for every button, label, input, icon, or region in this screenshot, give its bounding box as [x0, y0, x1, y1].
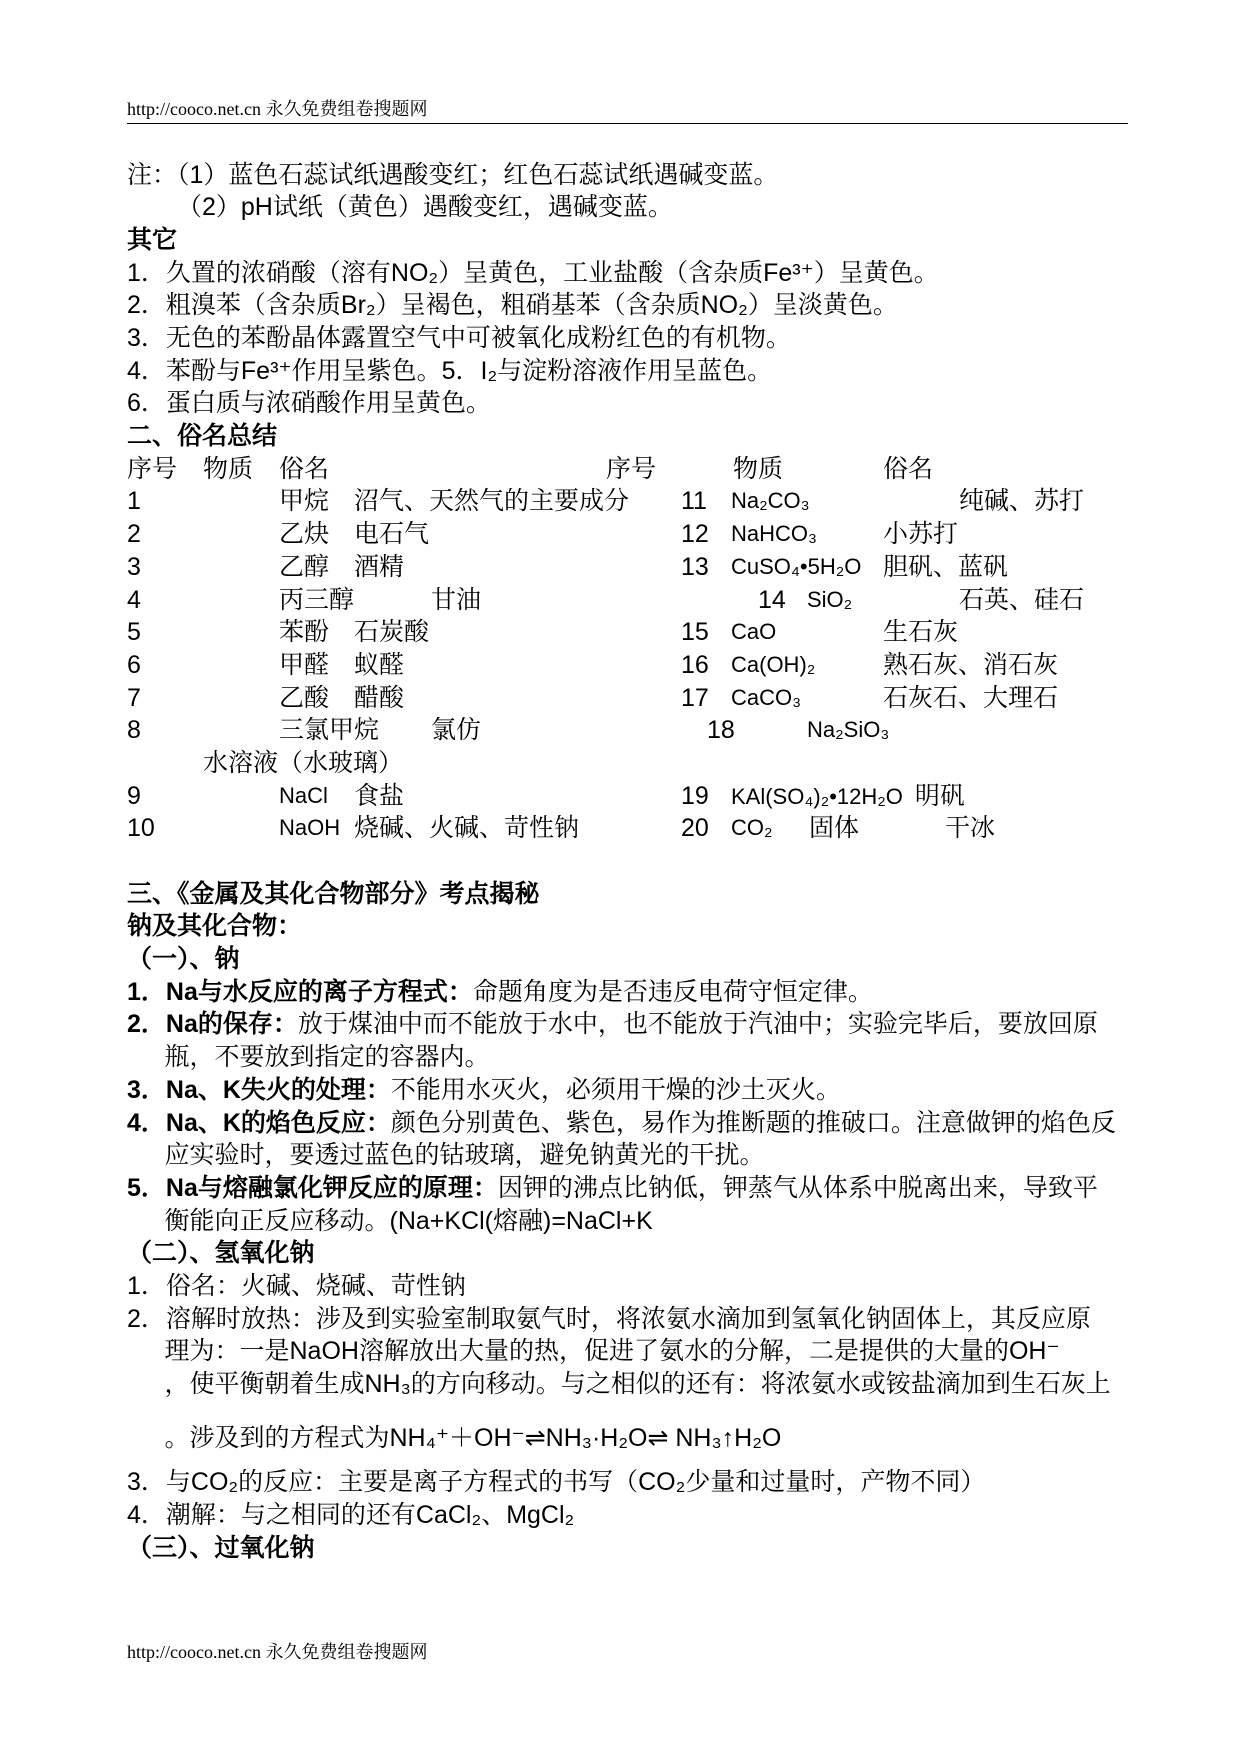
- list-item: [127, 1172, 1127, 1205]
- item-label: Na的保存：: [165, 1010, 298, 1039]
- item-number: 3．: [127, 1075, 166, 1104]
- row-number: 20: [681, 814, 709, 843]
- list-item: 3．无色的苯酚晶体露置空气中可被氧化成粉红色的有机物。: [127, 324, 791, 353]
- subsection-heading: （一）、钠: [127, 945, 240, 974]
- common-name-cell: 小苏打: [883, 520, 959, 549]
- table-header-cell: 物质: [733, 454, 784, 483]
- substance-cell: 甲烷: [279, 487, 330, 516]
- item-continuation: 理为：一是NaOH溶解放出大量的热，促进了氨水的分解，二是提供的大量的OH⁻: [164, 1337, 1060, 1366]
- item-text: 涉及到实验室制取氨气时，将浓氨水滴加到氢氧化钠固体上，其反应原: [315, 1304, 1091, 1333]
- item-text: 火碱、烧碱、苛性钠: [240, 1271, 466, 1300]
- item-label: 溶解时放热：: [165, 1304, 316, 1333]
- common-name-cell: 氯仿: [431, 716, 482, 745]
- table-row: [127, 682, 1127, 715]
- state-cell: 固体: [809, 814, 860, 843]
- item-label: Na与熔融氯化钾反应的原理：: [165, 1173, 498, 1202]
- common-name-cell: 水溶液（水玻璃）: [203, 748, 404, 777]
- table-header-cell: 序号: [127, 454, 178, 483]
- row-number: 8: [127, 716, 141, 745]
- item-text: 命题角度为是否违反电荷守恒定律。: [472, 977, 873, 1006]
- table-row: [127, 649, 1127, 682]
- substance-cell: 乙炔: [279, 520, 330, 549]
- row-number: 10: [127, 814, 155, 843]
- table-row: [127, 616, 1127, 649]
- item-number: 2．: [127, 1304, 166, 1333]
- item-continuation: ，使平衡朝着生成NH₃的方向移动。与之相似的还有：将浓氨水或铵盐滴加到生石灰上: [164, 1370, 1111, 1399]
- common-name-cell: 醋酸: [354, 683, 405, 712]
- common-name-cell: 电石气: [354, 520, 430, 549]
- row-number: 16: [681, 650, 709, 679]
- row-number: 17: [681, 683, 709, 712]
- substance-cell: 苯酚: [279, 618, 330, 647]
- formula-cell: Na₂CO₃: [731, 488, 810, 514]
- list-item: [127, 1466, 1127, 1499]
- formula-cell: Ca(OH)₂: [731, 651, 816, 677]
- item-continuation: 应实验时，要透过蓝色的钴玻璃，避免钠黄光的干扰。: [164, 1141, 765, 1170]
- table-row-continuation: [127, 747, 1127, 780]
- common-name-cell: 蚁醛: [354, 650, 405, 679]
- table-header-cell: 序号: [606, 454, 657, 483]
- item-text: 与之相同的还有CaCl₂、MgCl₂: [240, 1501, 575, 1530]
- row-number: 19: [681, 781, 709, 810]
- row-number: 9: [127, 781, 141, 810]
- substance-cell: NaCl: [279, 782, 328, 808]
- formula-with-name: [731, 780, 965, 814]
- item-continuation: 瓶，不要放到指定的容器内。: [164, 1043, 490, 1072]
- formula-cell: CO₂: [731, 815, 773, 841]
- item-number: 3．: [127, 1468, 166, 1497]
- table-row: [127, 812, 1127, 845]
- item-label: Na与水反应的离子方程式：: [165, 977, 473, 1006]
- common-name-cell: 生石灰: [883, 618, 959, 647]
- subsection-heading: （三）、过氧化钠: [127, 1533, 315, 1562]
- subsection-heading: （二）、氢氧化钠: [127, 1239, 315, 1268]
- table-row: [127, 780, 1127, 813]
- formula-cell: Na₂SiO₃: [807, 717, 890, 743]
- item-label: Na、K的焰色反应：: [165, 1108, 391, 1137]
- section-heading: 其它: [127, 225, 178, 254]
- page-body: [127, 159, 1127, 1565]
- item-text: 颜色分别黄色、紫色，易作为推断题的推破口。注意做钾的焰色反: [390, 1108, 1116, 1137]
- formula-cell: CaCO₃: [731, 684, 802, 710]
- list-item: [127, 1107, 1127, 1140]
- substance-cell: 三氯甲烷: [279, 716, 380, 745]
- list-item: [127, 1270, 1127, 1303]
- list-item: 6．蛋白质与浓硝酸作用呈黄色。: [127, 389, 491, 418]
- common-name-cell: 酒精: [354, 552, 405, 581]
- common-name-cell: 石灰石、大理石: [883, 683, 1059, 712]
- item-number: 1．: [127, 977, 166, 1006]
- list-item: [127, 1499, 1127, 1532]
- row-number: 3: [127, 552, 141, 581]
- common-name-cell: 食盐: [354, 781, 405, 810]
- common-name-cell: 沼气、天然气的主要成分: [354, 487, 630, 516]
- common-name-cell: 干冰: [945, 814, 996, 843]
- formula-cell: CaO: [731, 619, 777, 645]
- table-row: [127, 714, 1127, 747]
- formula-cell: KAl(SO₄)₂•12H₂O: [731, 783, 903, 809]
- list-item: [127, 1303, 1127, 1336]
- substance-cell: 乙酸: [279, 683, 330, 712]
- row-number: 2: [127, 520, 141, 549]
- list-item: [127, 1074, 1127, 1107]
- common-name-cell: 明矾: [914, 781, 965, 810]
- common-name-cell: 熟石灰、消石灰: [883, 650, 1059, 679]
- substance-cell: 丙三醇: [279, 585, 355, 614]
- page-footer: http://cooco.net.cn 永久免费组卷搜题网: [127, 1642, 428, 1662]
- equation-line: 。涉及到的方程式为NH₄⁺＋OH⁻⇌NH₃·H₂O⇌ NH₃↑H₂O: [164, 1423, 782, 1452]
- table-header-cell: 物质: [203, 454, 254, 483]
- note-line: （2）pH试纸（黄色）遇酸变红，遇碱变蓝。: [177, 193, 673, 222]
- table-row: [127, 551, 1127, 584]
- table-row: [127, 485, 1127, 518]
- item-label: 俗名：: [165, 1271, 241, 1300]
- table-header-row: [127, 453, 1127, 486]
- list-item: 1．久置的浓硝酸（溶有NO₂）呈黄色，工业盐酸（含杂质Fe³⁺）呈黄色。: [127, 258, 939, 287]
- common-name-cell: 石英、硅石: [959, 585, 1085, 614]
- section-heading: 三、《金属及其化合物部分》考点揭秘: [127, 879, 540, 908]
- item-label: 与CO₂的反应：: [165, 1468, 339, 1497]
- item-text: 主要是离子方程式的书写（CO₂少量和过量时，产物不同）: [338, 1468, 986, 1497]
- row-number: 6: [127, 650, 141, 679]
- row-number: 4: [127, 585, 141, 614]
- substance-cell: NaOH: [279, 815, 341, 841]
- item-number: 4．: [127, 1501, 166, 1530]
- item-continuation: 衡能向正反应移动。(Na+KCl(熔融)=NaCl+K: [164, 1206, 653, 1235]
- row-number: 12: [681, 520, 709, 549]
- common-name-cell: 石炭酸: [354, 618, 430, 647]
- item-number: 1．: [127, 1271, 166, 1300]
- item-text: 不能用水灭火，必须用干燥的沙土灭火。: [390, 1075, 841, 1104]
- substance-cell: 乙醇: [279, 552, 330, 581]
- item-text: 放于煤油中而不能放于水中，也不能放于汽油中；实验完毕后，要放回原: [297, 1010, 1098, 1039]
- item-number: 4．: [127, 1108, 166, 1137]
- common-name-cell: 烧碱、火碱、苛性钠: [354, 814, 580, 843]
- item-text: 因钾的沸点比钠低，钾蒸气从体系中脱离出来，导致平: [497, 1173, 1098, 1202]
- list-item: [127, 1008, 1127, 1041]
- note-line: 注：（1）蓝色石蕊试纸遇酸变红；红色石蕊试纸遇碱变蓝。: [127, 160, 779, 189]
- table-row: [127, 518, 1127, 551]
- item-label: Na、K失火的处理：: [165, 1075, 391, 1104]
- item-number: 2．: [127, 1010, 166, 1039]
- table-header-cell: 俗名: [279, 454, 330, 483]
- header-rule: [127, 123, 1128, 124]
- common-name-cell: 胆矾、蓝矾: [883, 552, 1009, 581]
- table-header-cell: 俗名: [883, 454, 934, 483]
- page-header: http://cooco.net.cn 永久免费组卷搜题网: [127, 99, 428, 119]
- formula-cell: SiO₂: [807, 586, 853, 612]
- list-item: 2．粗溴苯（含杂质Br₂）呈褐色，粗硝基苯（含杂质NO₂）呈淡黄色。: [127, 291, 898, 320]
- common-name-cell: 纯碱、苏打: [959, 487, 1085, 516]
- formula-cell: NaHCO₃: [731, 521, 817, 547]
- item-number: 5．: [127, 1173, 166, 1202]
- formula-cell: CuSO₄•5H₂O: [731, 553, 862, 579]
- row-number: 11: [681, 487, 707, 516]
- row-number: 7: [127, 683, 141, 712]
- subsection-heading: 钠及其化合物：: [127, 912, 303, 941]
- row-number: 5: [127, 618, 141, 647]
- row-number: 14: [758, 585, 786, 614]
- list-item: 4．苯酚与Fe³⁺作用呈紫色。5．I₂与淀粉溶液作用呈蓝色。: [127, 356, 773, 385]
- row-number: 15: [681, 618, 709, 647]
- row-number: 18: [707, 716, 735, 745]
- table-row: [127, 584, 1127, 617]
- section-heading: 二、俗名总结: [127, 422, 278, 451]
- row-number: 13: [681, 552, 709, 581]
- list-item: [127, 976, 1127, 1009]
- substance-cell: 甲醛: [279, 650, 330, 679]
- blank-line: [127, 845, 1127, 878]
- row-number: 1: [127, 487, 141, 516]
- item-label: 潮解：: [165, 1501, 241, 1530]
- common-name-cell: 甘油: [431, 585, 482, 614]
